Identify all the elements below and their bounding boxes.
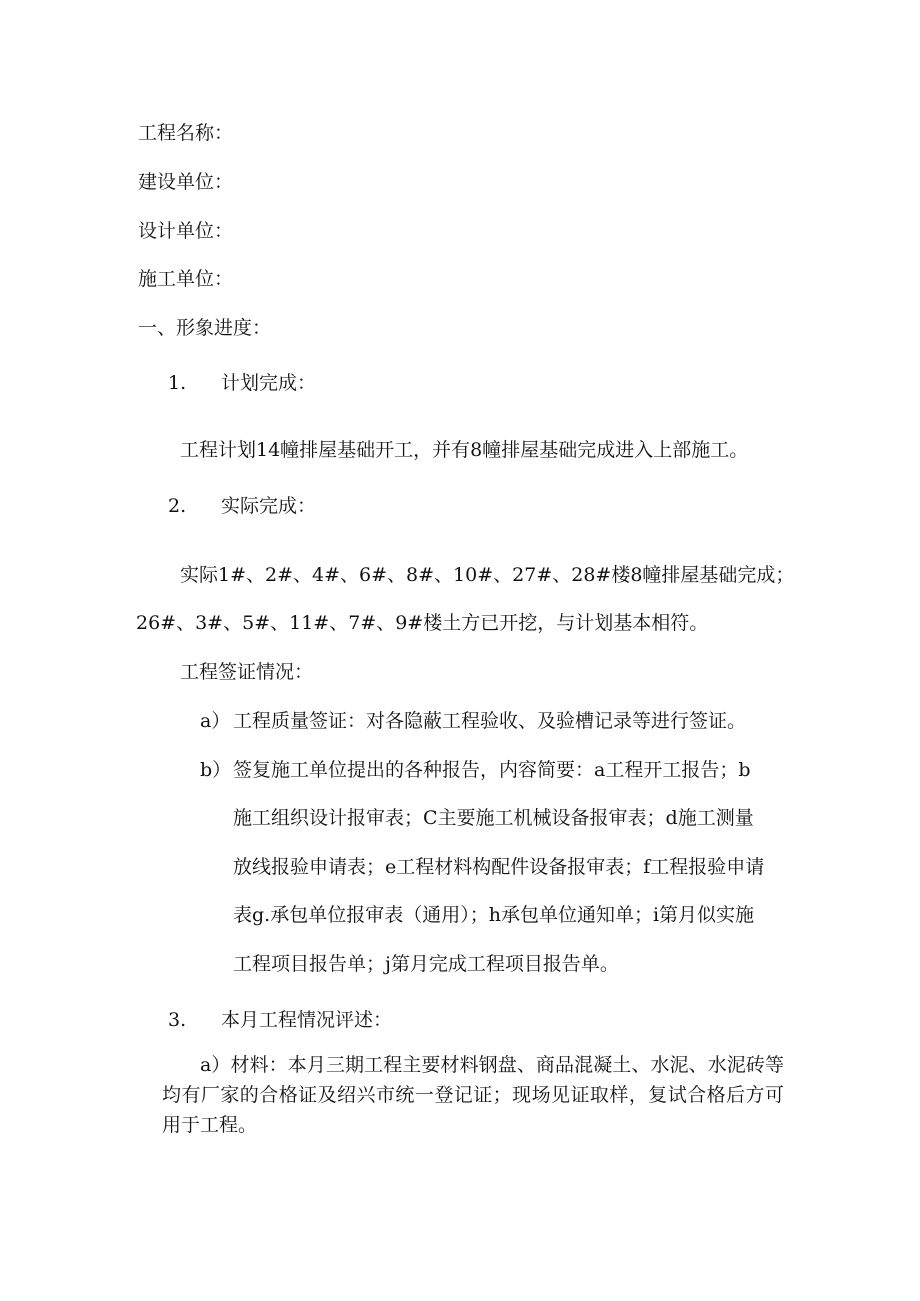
item2-line1: 实际1#、2#、4#、6#、8#、10#、27#、28#楼8幢排屋基础完成； — [180, 564, 795, 586]
visa-a-marker: a） — [200, 710, 231, 732]
contractor-label: 施工单位： — [138, 268, 234, 290]
materials-paragraph: a）材料：本月三期工程主要材料钢盘、商品混凝土、水泥、水泥砖等均有厂家的合格证及绍兴市统一登记证；现场见证取样，复试合格后方可用于工程。 — [162, 1054, 784, 1136]
section-title-progress: 一、形象进度： — [138, 317, 272, 339]
project-name-label: 工程名称： — [138, 122, 234, 144]
visa-b-line4: 表g.承包单位报审表（通用）；h承包单位通知单；i第月似实施 — [233, 904, 755, 926]
item2-label: 实际完成： — [221, 495, 317, 517]
item2-line2: 26#、3#、5#、11#、7#、9#楼土方已开挖，与计划基本相符。 — [136, 612, 709, 634]
visa-b-line1: 签复施工单位提出的各种报告，内容简要：a工程开工报告；b — [233, 759, 751, 781]
item3-label: 本月工程情况评述： — [221, 1009, 393, 1031]
item2-number: 2. — [168, 495, 187, 517]
visa-b-marker: b） — [200, 759, 232, 781]
visa-b-line5: 工程项目报告单；j第月完成工程项目报告单。 — [233, 953, 619, 975]
item1-number: 1. — [168, 372, 187, 394]
item1-text: 工程计划14幢排屋基础开工，并有8幢排屋基础完成进入上部施工。 — [180, 439, 749, 461]
visa-a-text: 工程质量签证：对各隐蔽工程验收、及验槽记录等进行签证。 — [233, 710, 747, 732]
visa-title: 工程签证情况： — [180, 661, 314, 683]
visa-b-line3: 放线报验申请表；e工程材料构配件设备报审表；f工程报验申请 — [233, 856, 765, 878]
designer-label: 设计单位： — [138, 220, 234, 242]
owner-label: 建设单位： — [138, 171, 234, 193]
visa-b-line2: 施工组织设计报审表；C主要施工机械设备报审表；d施工测量 — [233, 807, 754, 829]
item1-label: 计划完成： — [221, 372, 317, 394]
item3-number: 3. — [168, 1009, 187, 1031]
